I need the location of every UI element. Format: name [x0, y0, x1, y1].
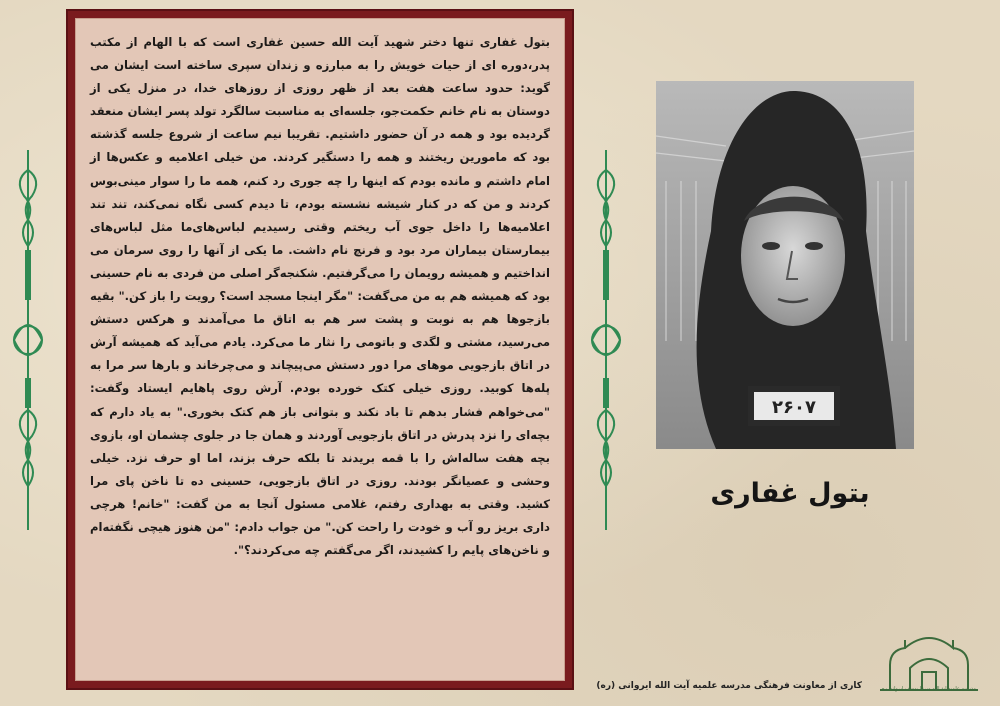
logo-caption: مدرسه علمیه آیة الله میرزا یوسف ایروانی ره [881, 686, 977, 692]
story-panel-frame [66, 9, 574, 690]
credit-line: کاری از معاونت فرهنگی مدرسه علمیه آیت الله ایروانی (ره) [596, 681, 862, 691]
story-panel [75, 18, 565, 681]
right-arabesque-ornament [586, 150, 626, 530]
portrait-name: بتول غفاری [710, 478, 870, 509]
portrait-photo [656, 81, 914, 449]
portrait-illustration [656, 81, 914, 449]
left-arabesque-ornament [8, 150, 48, 530]
story-text: بتول غفاری تنها دختر شهید آیت الله حسین غفاری است که با الهام از مکتب پدر،دوره ای از حیات خویش را به مبارزه و زندان سپری ساخته است ایشان می گوید: حدود ساعت هفت بعد از ظهر روزی از روزهای خدا، در منزل یکی از دوستان به نام خانم حکمت‌جو، جلسه‌ای به مناسبت سالگرد تولد پسر ایشان منعقد گردیده بود و همه در آن حضور داشتیم. تقریبا نیم ساعت از شروع جلسه گذشته بود که مامورین ریختند و همه را دستگیر کردند. من خیلی اعلامیه و عکس‌ها از امام داشتم و مانده بودم که اینها را چه جوری رد کنم، همه ما را سوار مینی‌بوس کردند و من که در کنار شیشه نشسته بودم، تا دیدم کسی نگاه نمی‌کند، تند تند اعلامیه‌ها را داخل جوی آب ریختم وقتی رسیدیم لباس‌های‌ما مثل لباس‌های بیمارستان بیماران مرد بود و فرنچ نام داشت. ما یکی از آنها را روی سرمان می انداختیم و همیشه رویمان را می‌گرفتیم. شکنجه‌گر اصلی من فردی به نام حسینی بود که همیشه هم به من می‌گفت: "مگر اینجا مسجد است؟ رویت را باز کن." بقیه بازجوها هم به نوبت و پشت سر هم به اتاق ما می‌آمدند و هرکس دستش می‌رسید، مشتی و لگدی و باتومی را نثار ما می‌کرد. یادم می‌آید که همیشه آرش در اتاق بازجویی موهای مرا دور دستش می‌پیچاند و می‌چرخاند و بارها سر مرا به پله‌ها کوبید. روزی خیلی کتک خورده بودم. آرش روی پاهایم ایستاد وگفت: "می‌خواهم فشار بدهم تا باد نکند و بتوانی باز هم کتک بخوری." به یاد دارم که بچه‌ای را نزد پدرش در اتاق بازجویی آوردند و همان جا در جلوی چشمان او، بازوی بچه هفت ساله‌اش را با قمه بریدند تا بلکه حرف بزند، اما او حرف نزد. خیلی وحشی و عصیانگر بودند. روزی در اتاق بازجویی، حسینی ده تا ناخن پای مرا کشید. وقتی به بهداری رفتم، غلامی مسئول آنجا به من گفت: "خانم! هرچی داری بریز رو آب و خودت را راحت کن." من جواب دادم: "من هنوز هیچی نگفته‌ام و ناخن‌های پایم را کشیدند، اگر می‌گفتم چه می‌کردند؟". [90, 35, 550, 558]
placard-number: ۲۶۰۷ [772, 397, 816, 418]
